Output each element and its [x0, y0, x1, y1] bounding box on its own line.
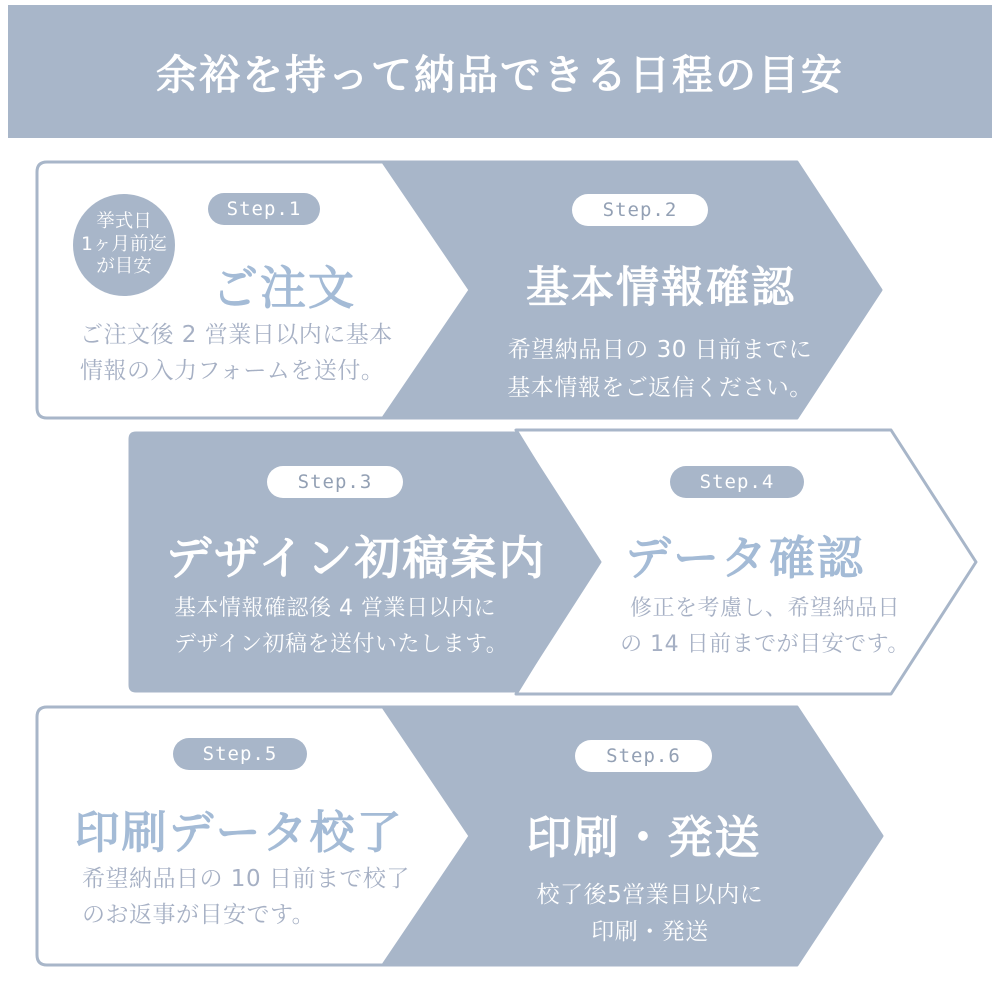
step5-label: Step.5 — [202, 743, 278, 765]
ceremony-date-note-badge — [73, 194, 175, 296]
step5-desc-line1: 希望納品日の 10 日前まで校了 — [82, 866, 410, 892]
step6-title: 印刷・発送 — [526, 811, 762, 864]
step6-desc-line1: 校了後5営業日以内に — [536, 882, 764, 908]
step5-desc-line2: のお返事が目安です。 — [82, 902, 316, 928]
step4-description — [585, 591, 945, 663]
badge-line: が目安 — [96, 256, 152, 278]
step1-desc-line2: 情報の入力フォームを送付。 — [80, 358, 385, 384]
step1-label: Step.1 — [226, 198, 302, 220]
step1-title: ご注文 — [212, 261, 356, 315]
step6-label: Step.6 — [606, 745, 681, 767]
step2-title: 基本情報確認 — [526, 263, 796, 313]
step4-label: Step.4 — [699, 471, 775, 493]
step2-label: Step.2 — [602, 199, 678, 221]
badge-line: 1ヶ月前迄 — [81, 233, 167, 255]
step6-desc-line2: 印刷・発送 — [591, 919, 709, 945]
step1-description — [80, 317, 410, 389]
step6-description — [475, 877, 825, 951]
step5-description — [82, 861, 422, 933]
step4-label-pill — [670, 466, 804, 498]
step4-desc-line2: の 14 日前までが目安です。 — [620, 632, 910, 657]
step3-label-pill — [267, 466, 403, 498]
step1-desc-line1: ご注文後 2 営業日以内に基本 — [80, 322, 393, 348]
badge-line: 挙式日 — [96, 210, 152, 232]
step5-label-pill — [173, 738, 307, 770]
step6-label-pill — [575, 740, 712, 772]
page-title: 余裕を持って納品できる日程の目安 — [156, 51, 844, 99]
step2-desc-line1: 希望納品日の 30 日前までに — [507, 337, 813, 363]
step4-title: データ確認 — [625, 531, 865, 585]
step3-label: Step.3 — [297, 471, 373, 493]
step2-label-pill — [572, 194, 708, 226]
step3-desc-line2: デザイン初稿を送付いたします。 — [174, 632, 509, 657]
step2-description — [475, 331, 845, 407]
step4-desc-line1: 修正を考慮し、希望納品日 — [629, 596, 900, 621]
step3-description — [174, 591, 534, 663]
step2-desc-line2: 基本情報をご返信ください。 — [507, 375, 813, 401]
step3-desc-line1: 基本情報確認後 4 営業日以内に — [174, 596, 496, 621]
step1-label-pill — [208, 193, 320, 225]
step5-title: 印刷データ校了 — [74, 806, 404, 859]
step3-title: デザイン初稿案内 — [165, 531, 547, 585]
